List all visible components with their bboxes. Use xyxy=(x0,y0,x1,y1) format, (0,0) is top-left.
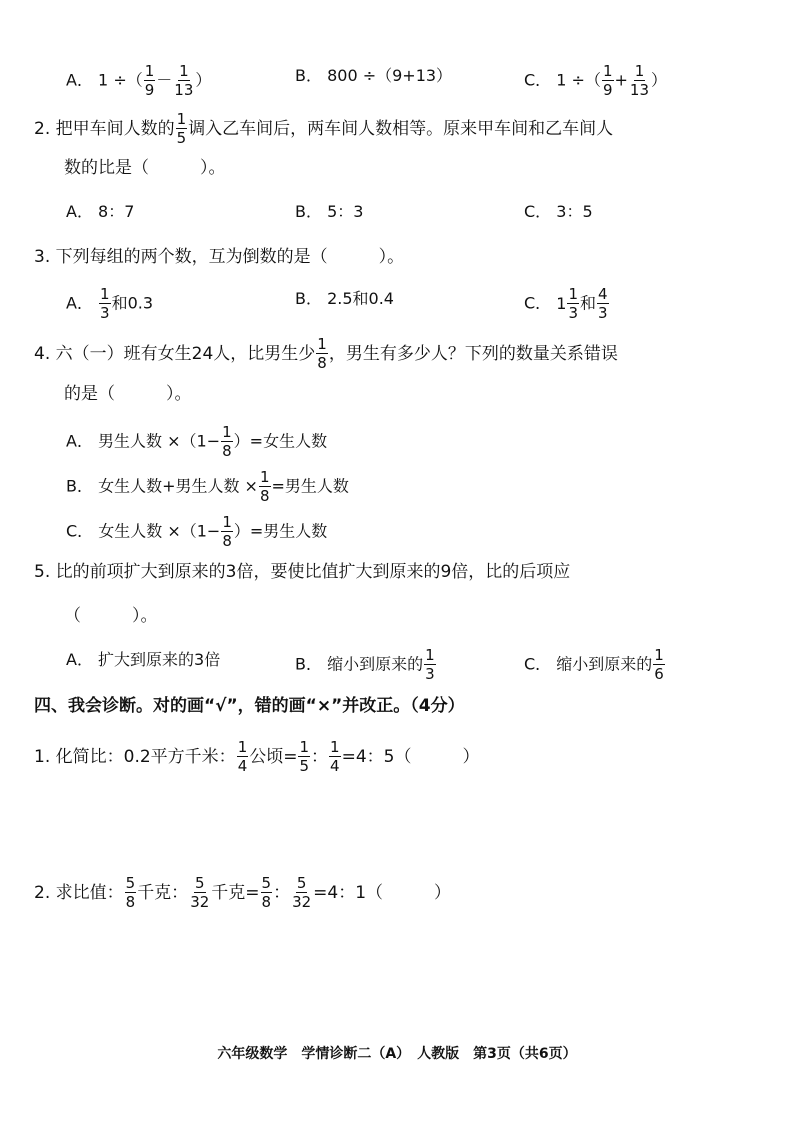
numerator: 4 xyxy=(598,285,608,303)
question-text: ，男生有多少人？下列的数量关系错误 xyxy=(328,344,618,364)
q4-stem-line2: 的是（ ）。 xyxy=(64,384,192,404)
option-text: 1 ÷（ xyxy=(98,70,143,90)
page-footer: 六年级数学 学情诊断二（A） 人教版 第3页（共6页） xyxy=(217,1046,577,1062)
question-text: 比的前项扩大到原来的3倍，要使比值扩大到原来的9倍，比的后项应 xyxy=(55,562,571,582)
question-text: 求比值： xyxy=(55,883,124,903)
numerator: 5 xyxy=(125,874,136,892)
denominator: 3 xyxy=(598,304,608,322)
q4-option-c xyxy=(66,515,327,549)
fraction xyxy=(653,648,665,682)
q5-option-a: A． 扩大到原来的3倍 xyxy=(66,650,221,669)
q3-option-c xyxy=(524,287,610,321)
numerator: 1 xyxy=(602,62,613,80)
q5-option-c xyxy=(524,648,666,682)
fraction xyxy=(316,337,328,371)
option-label: B． xyxy=(295,66,322,85)
fraction xyxy=(259,470,271,504)
s4-question-2 xyxy=(34,876,451,910)
denominator: 13 xyxy=(629,81,650,99)
option-text: A． 男生人数 ×（1− xyxy=(66,431,221,451)
fraction xyxy=(176,112,188,146)
question-text: 千克= xyxy=(211,883,260,903)
denominator: 8 xyxy=(261,893,272,911)
option-text: ） xyxy=(195,70,212,90)
numerator: 1 xyxy=(299,738,310,756)
question-text: 六（一）班有女生24人，比男生少 xyxy=(55,344,316,364)
fraction xyxy=(329,740,341,774)
option-text: 800 ÷（9+13） xyxy=(327,66,453,85)
numerator: 1 xyxy=(568,285,579,303)
denominator: 4 xyxy=(237,757,248,775)
denominator: 8 xyxy=(259,487,270,505)
fraction xyxy=(261,876,273,910)
q3-option-b: B． 2.5和0.4 xyxy=(295,289,394,308)
question-number: 4. xyxy=(34,344,51,364)
numerator: 1 xyxy=(176,110,187,128)
denominator: 5 xyxy=(299,757,310,775)
fraction xyxy=(629,64,650,98)
ratio-colon: ： xyxy=(311,747,329,767)
question-text: 把甲车间人数的 xyxy=(55,119,175,139)
option-text: ）=男生人数 xyxy=(233,521,328,541)
whole-part: 1 xyxy=(556,294,567,313)
option-text: 和 xyxy=(580,293,597,313)
question-text: =4：1（ ） xyxy=(313,883,452,903)
numerator: 1 xyxy=(237,738,248,756)
s4-question-1 xyxy=(34,740,479,774)
option-label: A． xyxy=(66,70,93,90)
numerator: 1 xyxy=(425,646,435,664)
q3-option-a xyxy=(66,287,153,321)
denominator: 9 xyxy=(144,81,155,99)
question-number: 5. xyxy=(34,562,51,582)
q1-option-b xyxy=(295,64,452,88)
option-text: =男生人数 xyxy=(271,476,349,496)
denominator: 4 xyxy=(330,757,340,775)
denominator: 32 xyxy=(292,893,312,911)
denominator: 3 xyxy=(568,304,579,322)
fraction xyxy=(189,876,210,910)
fraction xyxy=(99,287,111,321)
question-number: 1. xyxy=(34,747,51,767)
denominator: 8 xyxy=(222,442,232,460)
numerator: 5 xyxy=(194,874,205,892)
q2-option-c: C． 3：5 xyxy=(524,202,593,221)
denominator: 8 xyxy=(222,532,232,550)
fraction xyxy=(291,876,312,910)
question-number: 3. xyxy=(34,247,51,267)
question-text: 千克： xyxy=(137,883,189,903)
numerator: 1 xyxy=(222,513,232,531)
numerator: 5 xyxy=(296,874,307,892)
option-text: B． 女生人数+男生人数 × xyxy=(66,476,258,496)
numerator: 1 xyxy=(100,285,110,303)
fraction xyxy=(298,740,310,774)
fraction xyxy=(144,64,156,98)
denominator: 6 xyxy=(654,665,664,683)
numerator: 1 xyxy=(317,335,327,353)
question-text: 下列每组的两个数，互为倒数的是（ ）。 xyxy=(55,247,405,267)
numerator: 5 xyxy=(261,874,272,892)
numerator: 1 xyxy=(654,646,664,664)
q5-option-b xyxy=(295,648,437,682)
denominator: 3 xyxy=(100,304,110,322)
fraction xyxy=(567,287,579,321)
option-text: ） xyxy=(651,70,668,90)
q2-stem-line2: 数的比是（ ）。 xyxy=(64,158,226,178)
fraction xyxy=(221,515,233,549)
question-text: 公顷= xyxy=(249,747,298,767)
option-text: 和0.3 xyxy=(111,293,154,313)
q4-option-a xyxy=(66,425,327,459)
section-heading: 四、我会诊断。对的画“√”，错的画“×”并改正。（4分） xyxy=(34,696,465,716)
fraction xyxy=(125,876,137,910)
fraction xyxy=(173,64,194,98)
mixed-number xyxy=(556,287,580,321)
numerator: 1 xyxy=(144,62,155,80)
fraction xyxy=(597,287,609,321)
denominator: 8 xyxy=(317,354,327,372)
q2-option-a: A． 8：7 xyxy=(66,202,135,221)
denominator: 8 xyxy=(125,893,136,911)
fraction xyxy=(602,64,614,98)
q2-stem xyxy=(34,112,613,146)
question-text: =4：5（ ） xyxy=(341,747,480,767)
option-text: ）=女生人数 xyxy=(233,431,328,451)
q3-stem xyxy=(34,245,404,269)
numerator: 1 xyxy=(222,423,232,441)
fraction xyxy=(424,648,436,682)
q5-stem xyxy=(34,560,570,584)
option-text: B． 缩小到原来的 xyxy=(295,654,424,674)
question-text: 调入乙车间后，两车间人数相等。原来甲车间和乙车间人 xyxy=(188,119,614,139)
question-number: 2. xyxy=(34,119,51,139)
fraction xyxy=(221,425,233,459)
operator: + xyxy=(614,70,628,90)
q2-option-b: B． 5：3 xyxy=(295,202,364,221)
option-text: 1 ÷（ xyxy=(556,70,601,90)
q1-option-a xyxy=(66,64,211,98)
numerator: 1 xyxy=(259,468,270,486)
question-number: 2. xyxy=(34,883,51,903)
numerator: 1 xyxy=(330,738,340,756)
denominator: 9 xyxy=(602,81,613,99)
denominator: 5 xyxy=(176,129,187,147)
denominator: 3 xyxy=(425,665,435,683)
q1-option-c xyxy=(524,64,667,98)
numerator: 1 xyxy=(634,62,645,80)
denominator: 13 xyxy=(174,81,194,99)
option-text: C． 缩小到原来的 xyxy=(524,654,653,674)
option-text: C． 女生人数 ×（1− xyxy=(66,521,221,541)
q4-option-b xyxy=(66,470,349,504)
question-text: 化简比：0.2平方千米： xyxy=(55,747,236,767)
denominator: 32 xyxy=(190,893,210,911)
q4-stem xyxy=(34,337,618,371)
fraction xyxy=(237,740,249,774)
operator: － xyxy=(156,70,173,90)
ratio-colon: ： xyxy=(273,883,291,903)
q5-stem-line2: （ ）。 xyxy=(64,606,158,626)
option-label: C． xyxy=(524,293,552,313)
numerator: 1 xyxy=(179,62,189,80)
option-label: C． xyxy=(524,70,552,90)
option-label: A． xyxy=(66,293,93,313)
